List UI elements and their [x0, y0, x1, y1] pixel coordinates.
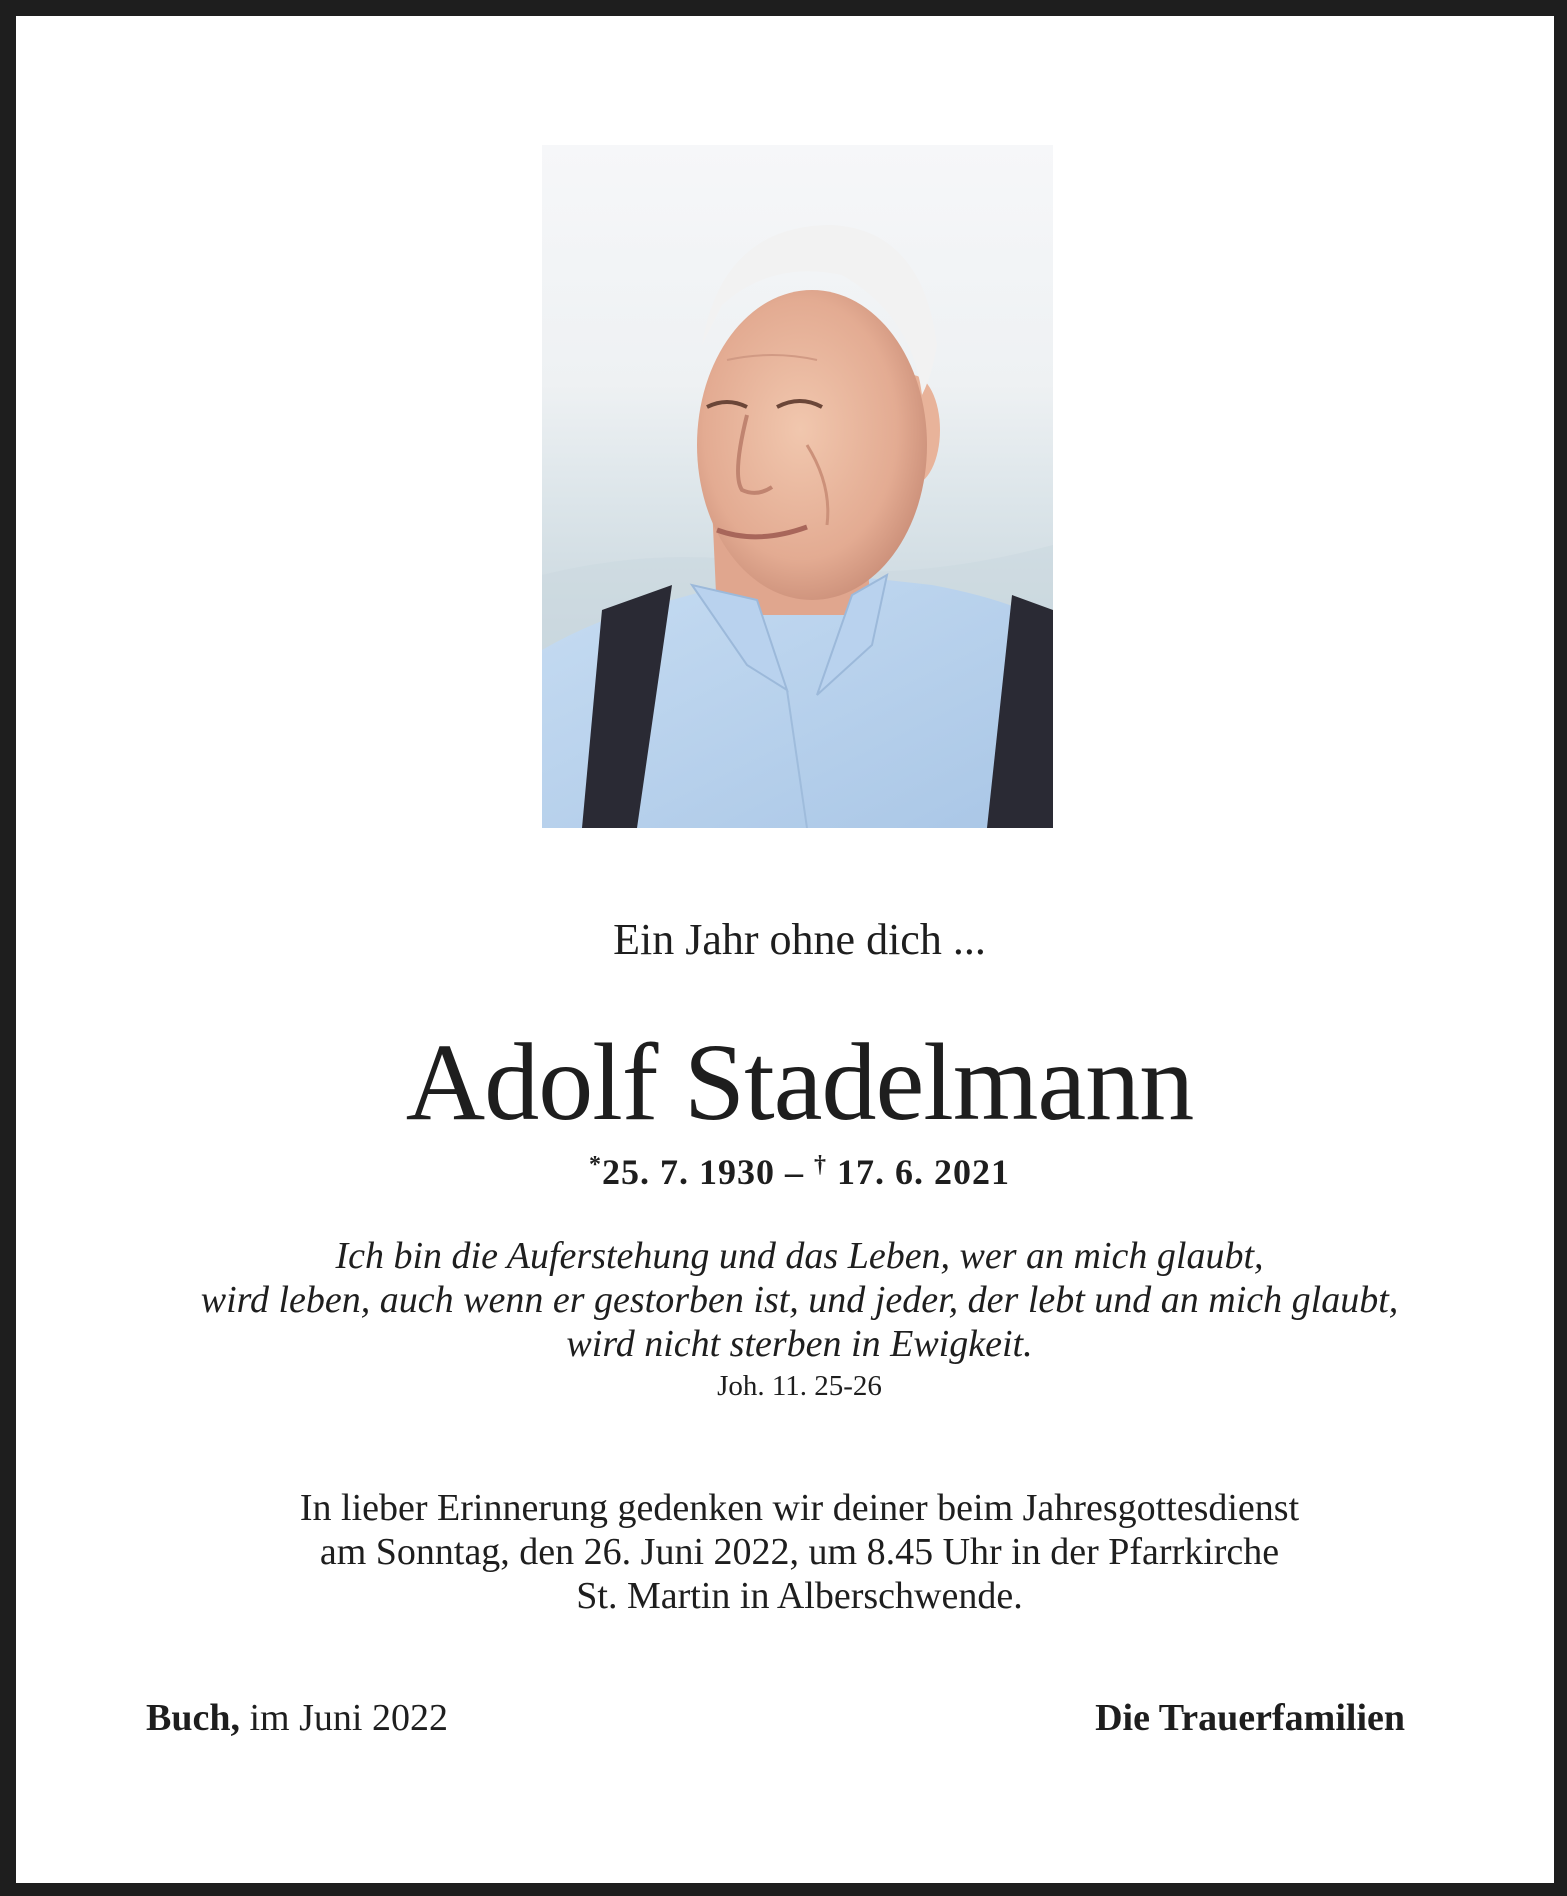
deceased-name: Adolf Stadelmann	[405, 1021, 1194, 1143]
death-date: 17. 6. 2021	[837, 1152, 1010, 1192]
memory-line: am Sonntag, den 26. Juni 2022, um 8.45 Uhr in der Pfarrkirche	[319, 1531, 1280, 1573]
memory-line: In lieber Erinnerung gedenken wir deiner beim Jahresgottesdienst	[299, 1487, 1300, 1529]
quote-line: wird leben, auch wenn er gestorben ist, und jeder, der lebt und an mich glaubt,	[200, 1279, 1399, 1321]
death-symbol: †	[814, 1152, 827, 1178]
date-text: im Juni 2022	[249, 1697, 448, 1739]
bible-quote	[16, 1234, 1567, 1366]
memory-line: St. Martin in Alberschwende.	[576, 1575, 1023, 1617]
birth-date: 25. 7. 1930	[602, 1152, 775, 1192]
birth-symbol: *	[589, 1152, 602, 1178]
intro-line: Ein Jahr ohne dich ...	[613, 915, 986, 964]
signature: Die Trauerfamilien	[1095, 1697, 1405, 1739]
portrait-photo	[542, 145, 1053, 828]
date-separator: –	[775, 1152, 814, 1192]
quote-line: Ich bin die Auferstehung und das Leben, wer an mich glaubt,	[335, 1235, 1264, 1277]
quote-reference: Joh. 11. 25-26	[717, 1370, 882, 1402]
place: Buch,	[146, 1697, 240, 1739]
memorial-service-text	[16, 1486, 1567, 1618]
place-and-date	[146, 1696, 448, 1740]
quote-line: wird nicht sterben in Ewigkeit.	[566, 1323, 1033, 1365]
life-dates	[16, 1151, 1567, 1193]
